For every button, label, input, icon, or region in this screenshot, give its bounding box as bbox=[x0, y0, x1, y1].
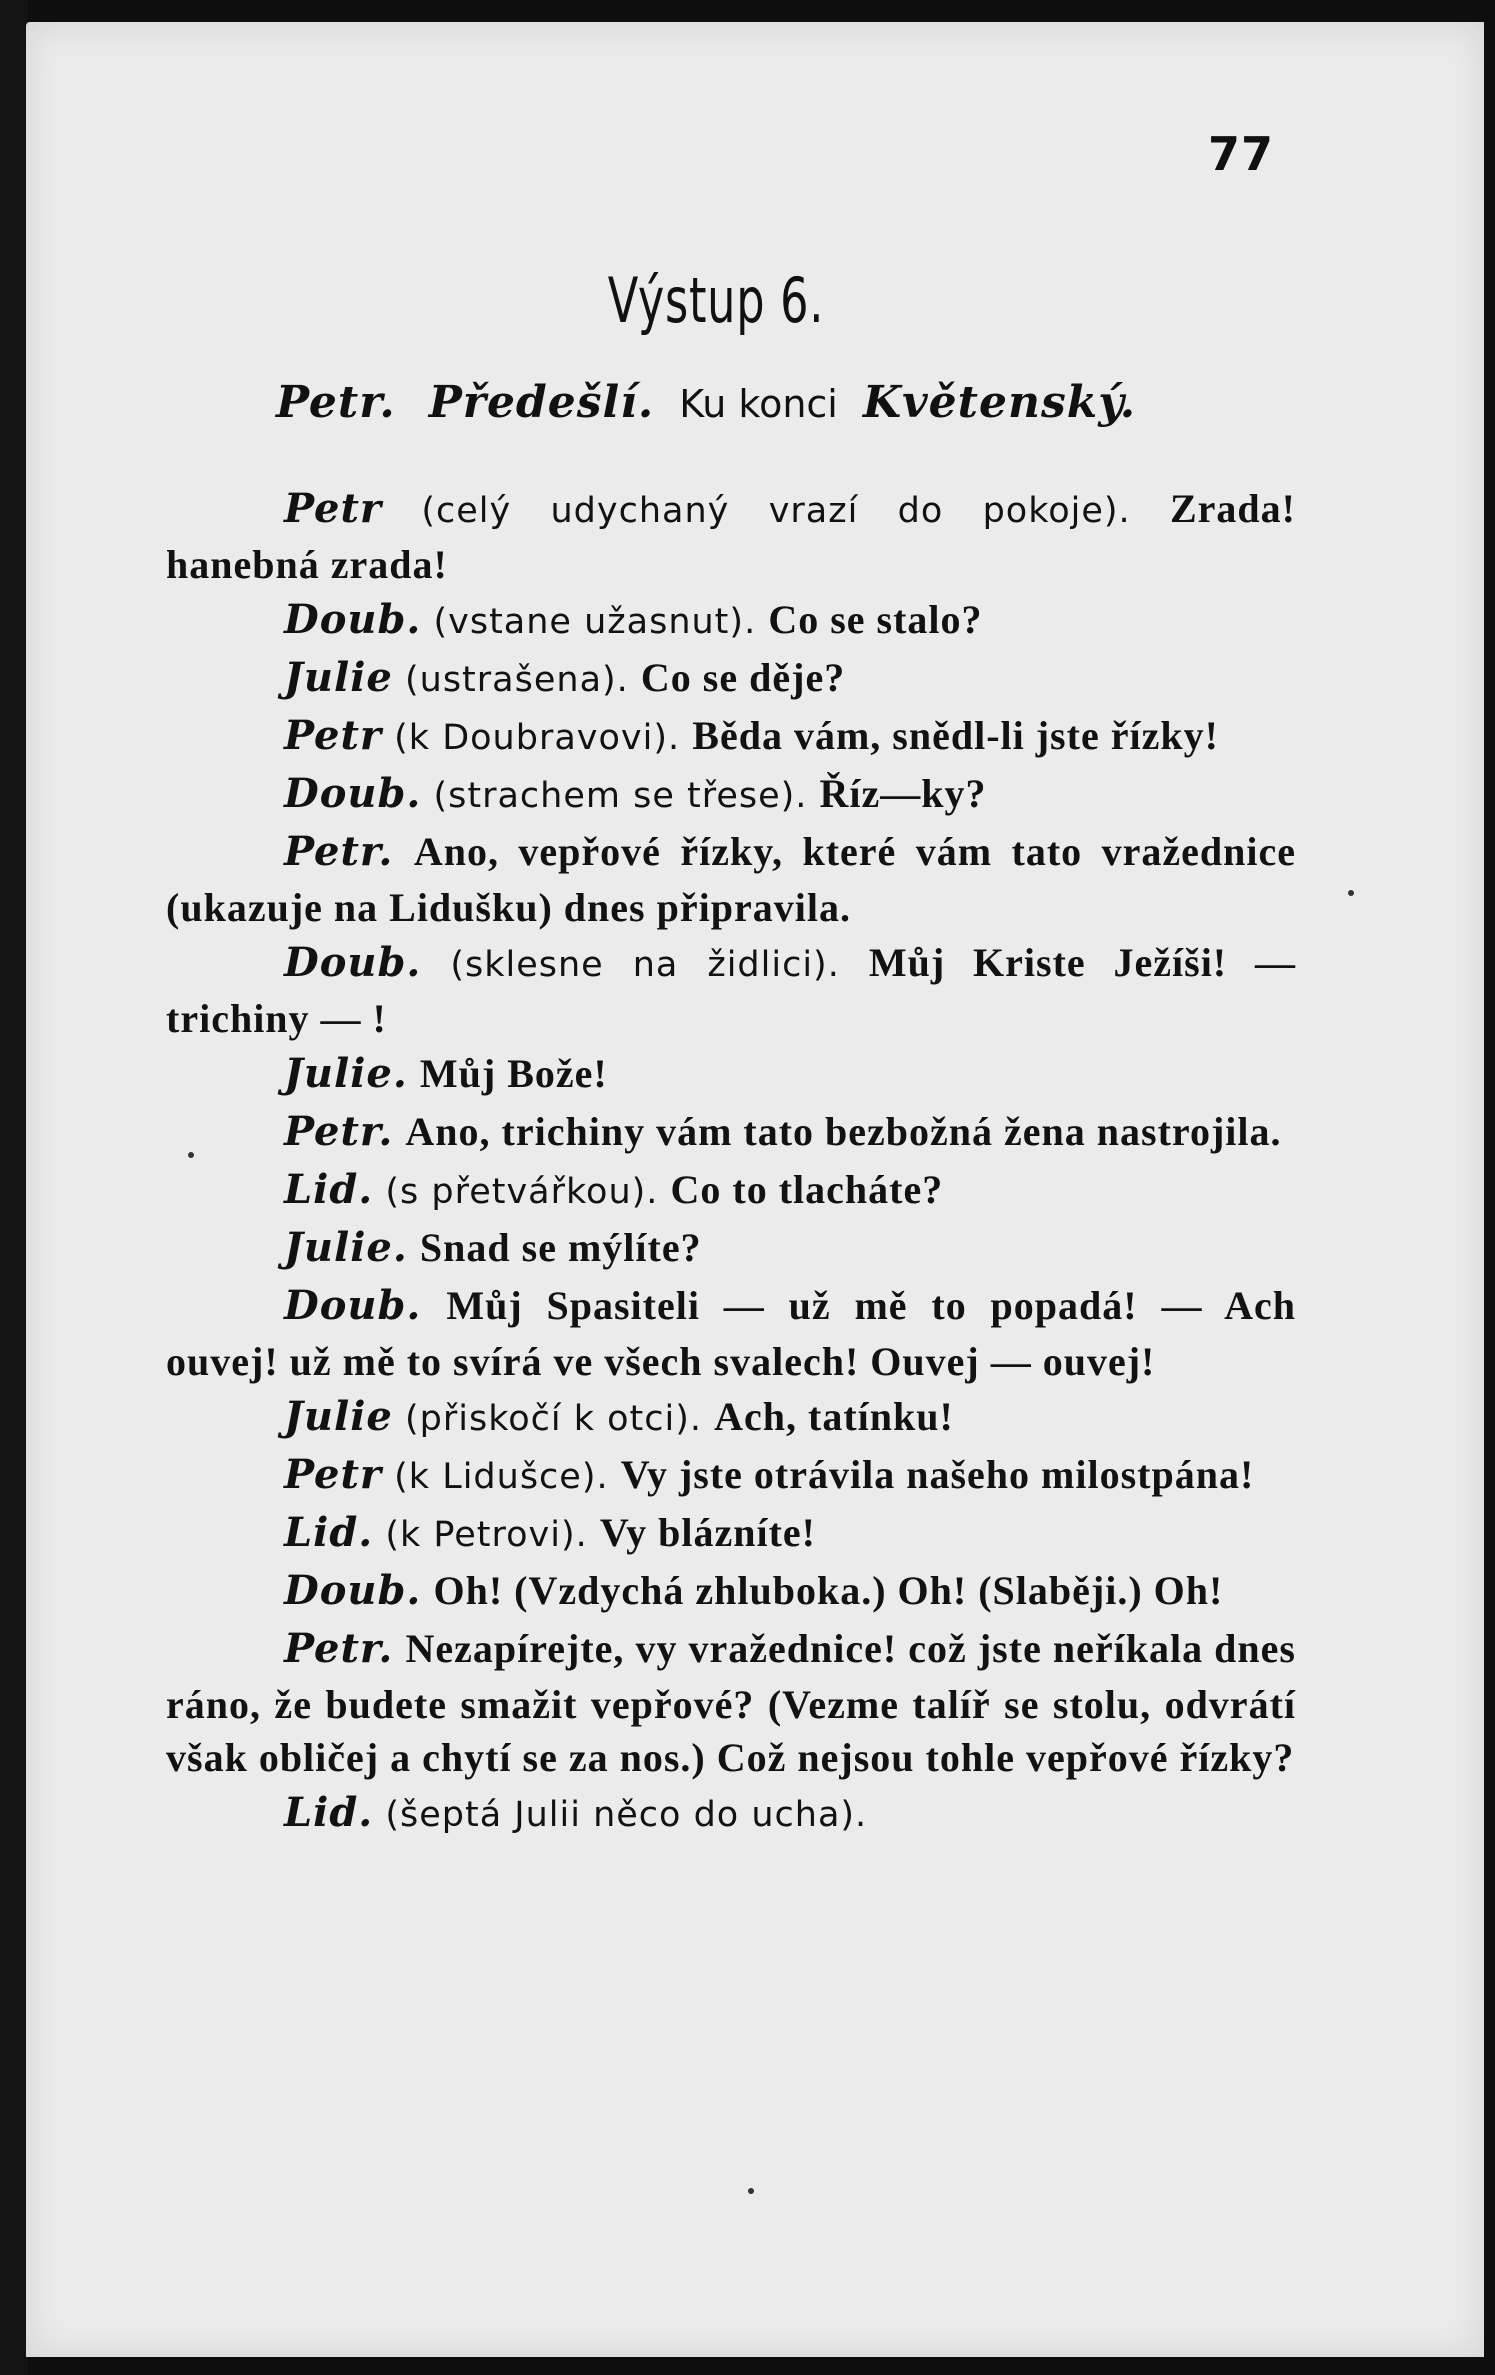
stage-direction: (strachem se třese). bbox=[421, 776, 820, 816]
dialogue-text bbox=[166, 482, 1296, 1844]
speech-text: Co to tlacháte? bbox=[670, 1167, 944, 1212]
speaker-name: Julie. bbox=[284, 1224, 408, 1271]
speech-text: Vy blázníte! bbox=[599, 1510, 816, 1555]
speaker-name: Julie. bbox=[284, 1050, 408, 1097]
print-speck bbox=[1348, 890, 1354, 896]
dialogue-paragraph bbox=[166, 482, 1296, 591]
dialogue-paragraph bbox=[166, 1564, 1296, 1620]
speech-text: Ano, vepřové řízky, které vám tato vražednice (ukazuje na Lidušku) dnes připravila. bbox=[166, 829, 1296, 930]
dialogue-paragraph bbox=[166, 936, 1296, 1045]
dialogue-paragraph bbox=[166, 1786, 1296, 1842]
stage-direction bbox=[393, 1114, 405, 1154]
stage-direction: (ustrašena). bbox=[392, 660, 641, 700]
speech-text: Můj Spasiteli — už mě to popadá! — Ach ouvej! už mě to svírá ve všech svalech! Ouvej — ouvej! bbox=[166, 1283, 1296, 1384]
speaker-name: Doub. bbox=[284, 596, 422, 643]
speech-text: Co se děje? bbox=[640, 655, 846, 700]
speaker-name: Julie bbox=[284, 654, 393, 701]
dialogue-paragraph bbox=[166, 825, 1296, 934]
speaker-name: Doub. bbox=[284, 939, 422, 986]
speaker-name: Doub. bbox=[284, 1567, 422, 1614]
speech-text: Snad se mýlíte? bbox=[419, 1225, 702, 1270]
dialogue-paragraph bbox=[166, 593, 1296, 649]
dialogue-paragraph bbox=[166, 651, 1296, 707]
dialogue-paragraph bbox=[166, 1221, 1296, 1277]
speech-text: Můj Bože! bbox=[419, 1051, 608, 1096]
stage-direction bbox=[408, 1230, 420, 1270]
characters-line bbox=[276, 377, 1136, 428]
stage-direction: (vstane užasnut). bbox=[421, 602, 769, 642]
stage-direction bbox=[421, 1288, 446, 1328]
speaker-name: Petr bbox=[284, 1451, 383, 1498]
speaker-name: Petr bbox=[284, 712, 383, 759]
dialogue-paragraph bbox=[166, 1163, 1296, 1219]
speaker-name: Julie bbox=[284, 1393, 393, 1440]
speaker-name: Doub. bbox=[284, 1282, 422, 1329]
stage-direction: (sklesne na židlici). bbox=[421, 945, 869, 985]
scan-edge bbox=[0, 0, 28, 2375]
speech-text: Vy jste otrávila našeho milostpána! bbox=[620, 1452, 1255, 1497]
speech-text: Nezapírejte, vy vražednice! což jste neříkala dnes ráno, že budete smažit vepřové? (Vezme talíř se stolu, odvrátí však obličej a chytí se za nos.) Což nejsou tohle vepřové řízky? bbox=[166, 1626, 1296, 1780]
dialogue-paragraph bbox=[166, 709, 1296, 765]
speech-text: Co se stalo? bbox=[768, 597, 983, 642]
dialogue-paragraph bbox=[166, 1506, 1296, 1562]
stage-direction bbox=[393, 1631, 405, 1671]
speaker-name: Lid. bbox=[284, 1509, 374, 1556]
speech-text: Říz—ky? bbox=[819, 771, 987, 816]
stage-direction: (přiskočí k otci). bbox=[392, 1399, 715, 1439]
stage-direction bbox=[421, 1573, 433, 1613]
scene-title: Výstup 6. bbox=[607, 264, 825, 337]
print-speck bbox=[748, 2188, 754, 2194]
character-name: Předešlí. bbox=[428, 377, 655, 428]
page-number: 77 bbox=[1207, 127, 1274, 181]
speech-text: Ach, tatínku! bbox=[714, 1394, 954, 1439]
dialogue-paragraph bbox=[166, 1279, 1296, 1388]
print-speck bbox=[188, 1152, 194, 1158]
speaker-name: Petr. bbox=[284, 828, 394, 875]
dialogue-paragraph bbox=[166, 1105, 1296, 1161]
characters-note: Ku konci bbox=[679, 382, 838, 426]
dialogue-paragraph bbox=[166, 1390, 1296, 1446]
speaker-name: Lid. bbox=[284, 1789, 374, 1836]
character-name: Petr. bbox=[276, 377, 396, 428]
stage-direction: (šeptá Julii něco do ucha). bbox=[373, 1795, 868, 1835]
dialogue-paragraph bbox=[166, 1622, 1296, 1784]
speech-text: Ano, trichiny vám tato bezbožná žena nastrojila. bbox=[405, 1109, 1282, 1154]
stage-direction: (k Lidušce). bbox=[382, 1457, 621, 1497]
speech-text: Zrada! hanebná zrada! bbox=[166, 486, 1296, 587]
speaker-name: Doub. bbox=[284, 770, 422, 817]
stage-direction: (k Petrovi). bbox=[373, 1515, 600, 1555]
speaker-name: Petr. bbox=[284, 1108, 394, 1155]
stage-direction: (celý udychaný vrazí do pokoje). bbox=[382, 491, 1170, 531]
speaker-name: Petr. bbox=[284, 1625, 394, 1672]
speech-text: Běda vám, snědl-li jste řízky! bbox=[692, 713, 1219, 758]
character-name: Květenský. bbox=[862, 377, 1137, 428]
dialogue-paragraph bbox=[166, 767, 1296, 823]
stage-direction bbox=[393, 834, 414, 874]
stage-direction: (s přetvářkou). bbox=[373, 1172, 671, 1212]
stage-direction: (k Doubravovi). bbox=[382, 718, 693, 758]
book-page bbox=[26, 22, 1484, 2357]
dialogue-paragraph bbox=[166, 1448, 1296, 1504]
stage-direction bbox=[408, 1056, 420, 1096]
speech-text: Můj Kriste Ježíši! — trichiny — ! bbox=[166, 940, 1296, 1041]
speaker-name: Lid. bbox=[284, 1166, 374, 1213]
speech-text: Oh! (Vzdychá zhluboka.) Oh! (Slaběji.) Oh! bbox=[433, 1568, 1224, 1613]
dialogue-paragraph bbox=[166, 1047, 1296, 1103]
speaker-name: Petr bbox=[284, 485, 383, 532]
